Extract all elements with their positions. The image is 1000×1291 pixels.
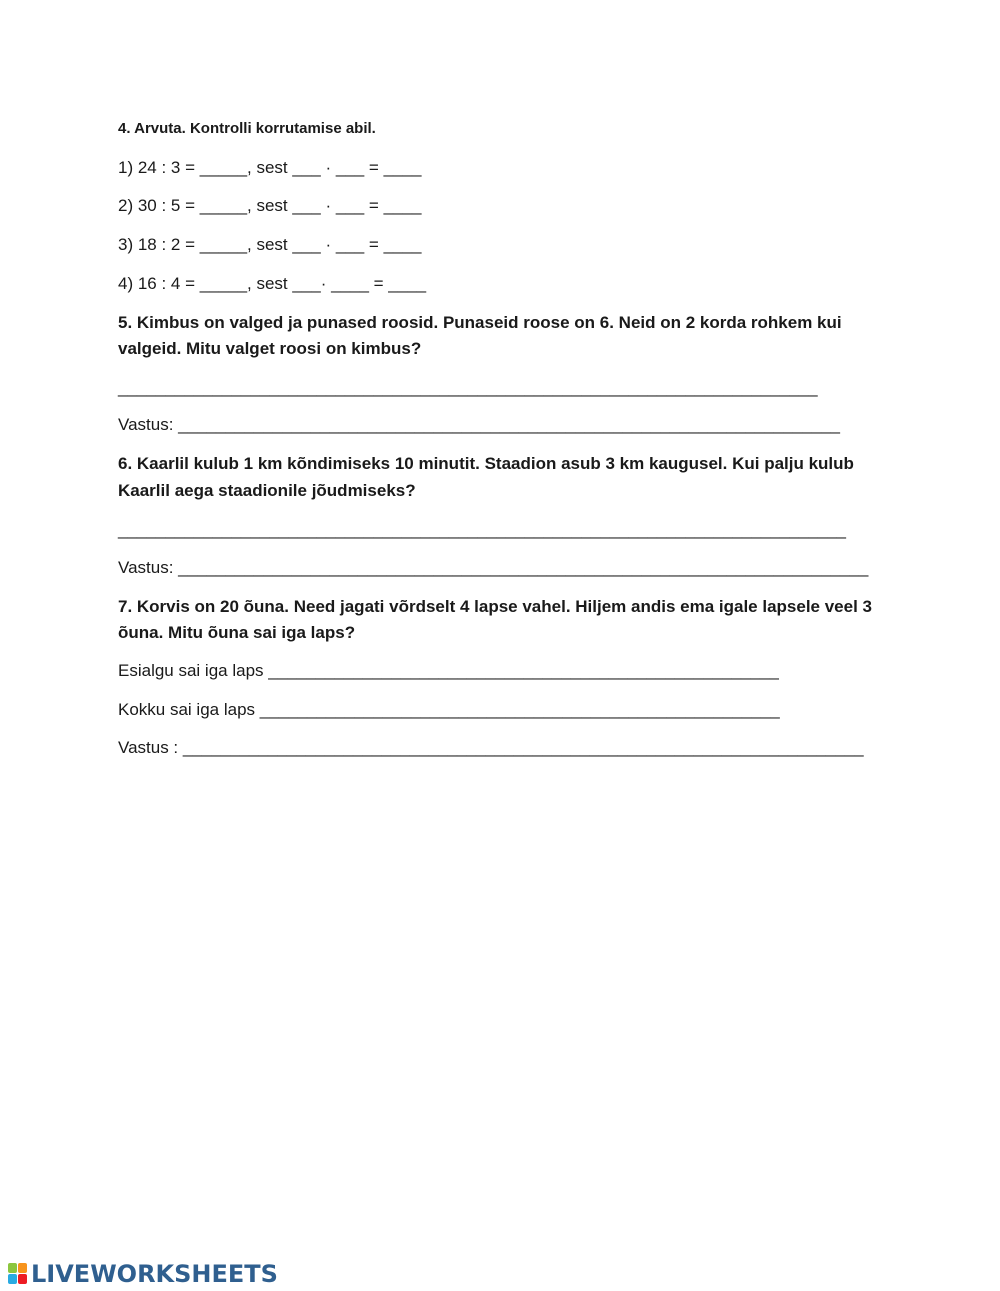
task4-row-4: 4) 16 : 4 = _____, sest ___· ____ = ____: [118, 274, 427, 293]
task7-vastus: Vastus : ________________________________________________________________________: [118, 738, 864, 757]
liveworksheets-brand-text: LIVEWORKSHEETS: [31, 1260, 278, 1288]
liveworksheets-logo-icon: [8, 1263, 28, 1285]
task6-vastus: Vastus: _________________________________________________________________________: [118, 558, 869, 577]
task5-question-line-2: valgeid. Mitu valget roosi on kimbus?: [118, 339, 422, 358]
task4-row-3: 3) 18 : 2 = _____, sest ___ · ___ = ____: [118, 235, 422, 254]
task7-question-line-1: 7. Korvis on 20 õuna. Need jagati võrdselt 4 lapse vahel. Hiljem andis ema igale lapsele veel 3: [118, 597, 872, 616]
task5-vastus: Vastus: ______________________________________________________________________: [118, 415, 840, 434]
task4-title: 4. Arvuta. Kontrolli korrutamise abil.: [118, 120, 376, 137]
task5-question-line-1: 5. Kimbus on valged ja punased roosid. Punaseid roose on 6. Neid on 2 korda rohkem kui: [118, 313, 842, 332]
liveworksheets-logo[interactable]: [8, 1259, 278, 1289]
task6-answer-line: _____________________________________________________________________________: [118, 520, 847, 539]
task7-kokku: Kokku sai iga laps _______________________________________________________: [118, 700, 780, 719]
task4-row-1: 1) 24 : 3 = _____, sest ___ · ___ = ____: [118, 158, 422, 177]
task7-question-line-2: õuna. Mitu õuna sai iga laps?: [118, 623, 356, 642]
task6-question-line-1: 6. Kaarlil kulub 1 km kõndimiseks 10 minutit. Staadion asub 3 km kaugusel. Kui palju kulub: [118, 454, 854, 473]
task5-answer-line: __________________________________________________________________________: [118, 378, 818, 397]
task4-row-2: 2) 30 : 5 = _____, sest ___ · ___ = ____: [118, 196, 422, 215]
task7-esialgu: Esialgu sai iga laps ______________________________________________________: [118, 661, 779, 680]
task6-question-line-2: Kaarlil aega staadionile jõudmiseks?: [118, 481, 416, 500]
